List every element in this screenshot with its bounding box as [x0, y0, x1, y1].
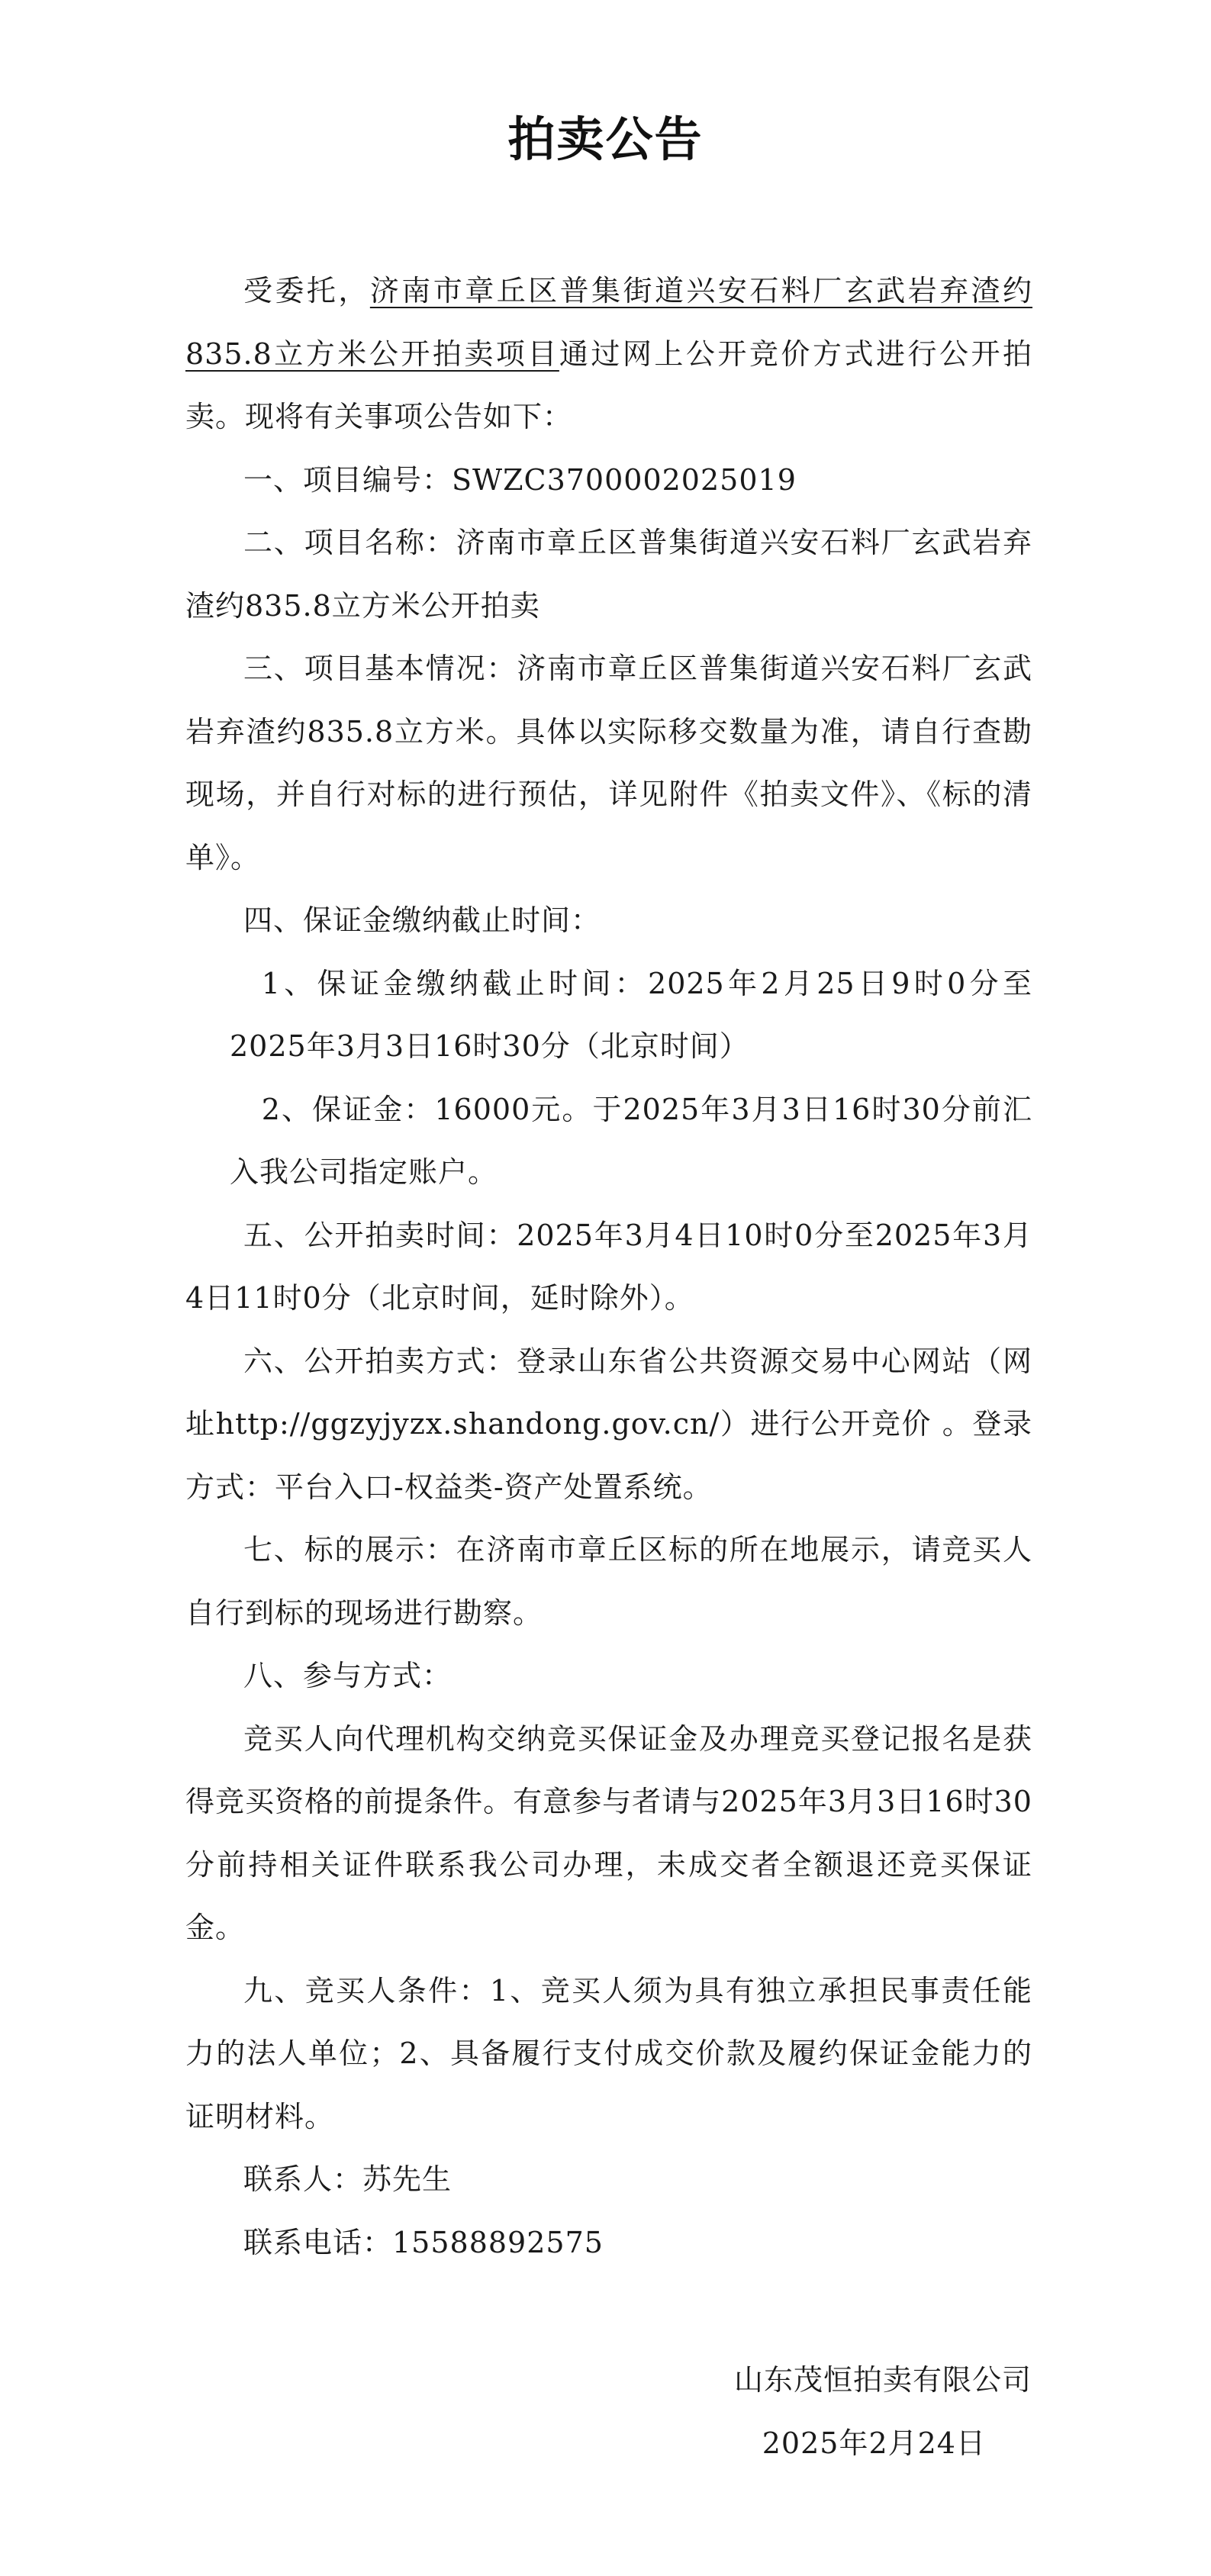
project-number: 一、项目编号：SWZC3700002025019: [243, 462, 797, 497]
deposit-heading: 四、保证金缴纳截止时间：: [243, 903, 601, 937]
project-basic-info: 三、项目基本情况：济南市章丘区普集街道兴安石料厂玄武岩弃渣约835.8立方米。具体以实际移交数量为准，请自行查勘现场，并自行对标的进行预估，详见附件《拍卖文件》、《标的清单》。: [185, 652, 1032, 874]
page-title: 拍卖公告: [507, 111, 704, 167]
signature-block: [498, 2349, 1032, 2475]
project-name: 二、项目名称：济南市章丘区普集街道兴安石料厂玄武岩弃渣约835.8立方米公开拍卖: [185, 526, 1032, 623]
participation-heading: 八、参与方式：: [243, 1659, 453, 1692]
intro-paragraph: [185, 259, 1032, 449]
project-title-underlined: 济南市章丘区普集街道兴安石料厂玄武岩弃渣约835.8立方米公开拍卖项目: [185, 274, 1032, 371]
auction-time: 五、公开拍卖时间：2025年3月4日10时0分至2025年3月4日11时0分（北京时间，延时除外）。: [185, 1218, 1032, 1315]
item-display: 七、标的展示：在济南市章丘区标的所在地展示，请竞买人自行到标的现场进行勘察。: [185, 1533, 1032, 1630]
deposit-deadline: 1、保证金缴纳截止时间：2025年2月25日9时0分至2025年3月3日16时30分（北京时间）: [230, 966, 1032, 1063]
signature-date: 2025年2月24日: [762, 2426, 986, 2460]
contact-person: 联系人：苏先生: [243, 2162, 453, 2196]
auction-method: 六、公开拍卖方式：登录山东省公共资源交易中心网站（网址http://ggzyjyzx.shandong.gov.cn/）进行公开竞价 。登录方式：平台入口-权益类-资产处置系统。: [185, 1344, 1032, 1504]
bidder-conditions: 九、竞买人条件：1、竞买人须为具有独立承担民事责任能力的法人单位；2、具备履行支付成交价款及履约保证金能力的证明材料。: [185, 1973, 1032, 2133]
intro-suffix: 通过网上公开竞价方式进行公开拍卖。现将有关事项公告如下：: [185, 336, 1032, 433]
intro-prefix: 受委托，: [243, 274, 370, 308]
deposit-amount: 2、保证金：16000元。于2025年3月3日16时30分前汇入我公司指定账户。: [230, 1092, 1032, 1189]
announcement-body: [185, 259, 1032, 2274]
company-name: 山东茂恒拍卖有限公司: [733, 2363, 1032, 2397]
participation-body: 竞买人向代理机构交纳竞买保证金及办理竞买登记报名是获得竞买资格的前提条件。有意参与者请与2025年3月3日16时30分前持相关证件联系我公司办理，未成交者全额退还竞买保证金。: [185, 1721, 1032, 1944]
contact-phone: 联系电话：15588892575: [243, 2225, 604, 2259]
